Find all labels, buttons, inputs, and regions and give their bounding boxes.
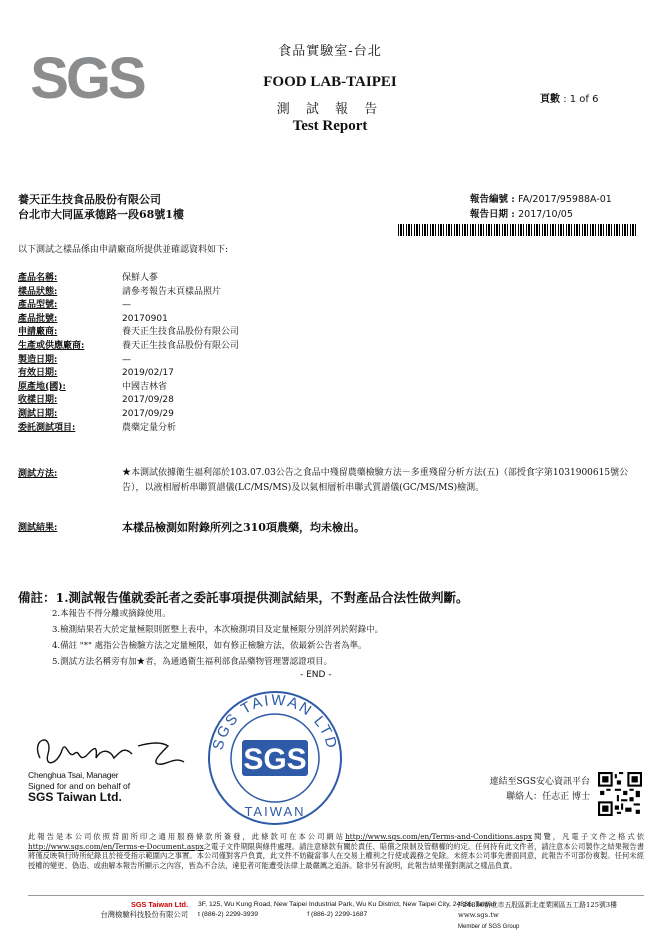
- note-3: 3.檢測結果若大於定量極限則匿整上表中，本次檢測項目及定量極限分別詳列於附錄中。: [52, 625, 384, 635]
- field-label: 製造日期:: [18, 354, 58, 365]
- field-value: 2017/09/28: [122, 395, 174, 406]
- field-value: —: [122, 354, 131, 365]
- member-note: Member of SGS Group: [458, 924, 520, 930]
- sgs-logo: [24, 46, 150, 108]
- legal-text: 此報告是本公司依照背面所印之通用服務條款所簽發，此條款可在本公司網站http://www.sgs.com/en/Terms-and-Conditions.aspx閱覽，凡電子文件之格式依http://www.sgs.com/en/Terms-e-Document.aspx之電子文件期限與條件處理。請注意條款有關於責任、賠償之限制及管轄權的約定。任何持有此文件者，請注意本公司製作之結果報告書將僅反映執行時所紀錄且於接受指示範圍內之事實。本公司僅對客戶負責，此文件不妨礙當事人在交易上權利之行使或義務之免除。未經本公司事先書面同意，此報告不可部份複製。任何未經授權的變更、偽造、或曲解本報告所顯示之內容，皆為不合法，違犯者可能遭受法律上最嚴厲之追訴。除非另有說明，此報告結果僅對測試之樣品負責。: [28, 832, 644, 870]
- field-value: 請參考報告末頁樣品照片: [122, 286, 222, 297]
- method-text: ★本測試依據衛生福利部於103.07.03公告之食品中殘留農藥檢驗方法－多重殘留分析方法(五)（部授食字第1031900615號公告），以液相層析串聯質譜儀(LC/MS/MS)及以氣相層析串聯式質譜儀(GC/MS/MS)檢測。: [122, 468, 629, 493]
- qr-info: [460, 775, 590, 805]
- qr-link-text: 連結至SGS安心資訊平台: [489, 777, 590, 787]
- intro-text: 以下測試之樣品係由申請廠商所提供並確認資料如下:: [18, 245, 229, 255]
- field-label: 測試日期:: [18, 409, 58, 419]
- field-label: 樣品狀態:: [18, 286, 58, 297]
- field-value: —: [122, 300, 131, 311]
- svg-text:SGS: SGS: [243, 743, 307, 776]
- signer-company: SGS Taiwan Ltd.: [28, 790, 122, 804]
- note-2: 2.本報告不得分離或摘錄使用。: [52, 609, 171, 619]
- footer-tel: t (886-2) 2299-3939: [198, 911, 259, 918]
- report-title-zh: 測 試 報 告: [276, 102, 384, 117]
- lab-name-zh: 食品實驗室-台北: [278, 44, 382, 59]
- field-label: 有效日期:: [18, 368, 58, 379]
- barcode: [398, 224, 636, 236]
- result-label: 測試結果:: [18, 523, 58, 533]
- report-info: 報告編號 : FA/2017/95988A-01 報告日期 : 2017/10/05: [470, 194, 612, 220]
- company-stamp: [200, 688, 350, 826]
- field-label: 申請廠商:: [18, 327, 58, 338]
- field-label: 產品型號:: [18, 300, 58, 311]
- field-label: 生產或供應廠商:: [18, 341, 85, 351]
- field-label: 產品批號:: [18, 313, 58, 324]
- notes: [18, 588, 648, 670]
- footer-website[interactable]: www.sgs.tw: [458, 911, 499, 919]
- note-1: 備註：1.測試報告僅就委託者之委託事項提供測試結果，不對產品合法性做判斷。: [18, 590, 469, 605]
- footer-company: SGS Taiwan Ltd. 台灣檢驗科技股份有限公司: [100, 900, 188, 919]
- signature: [28, 728, 208, 776]
- result-text: 本樣品檢測如附錄所列之310項農藥，均未檢出。: [122, 521, 365, 534]
- field-label: 產品名稱:: [18, 273, 58, 283]
- signed-for: Signed for and on behalf of: [28, 781, 131, 791]
- qr-contact: 聯絡人：任志正 博士: [506, 792, 590, 802]
- field-value: 2019/02/17: [122, 368, 174, 379]
- field-label: 收樣日期:: [18, 395, 58, 406]
- end-marker: - END -: [300, 670, 332, 680]
- field-value: 農藥定量分析: [122, 422, 177, 433]
- terms-link[interactable]: http://www.sgs.com/en/Terms-and-Conditions.aspx: [345, 832, 533, 841]
- client-address: 台北市大同區承德路一段68號1樓: [18, 208, 184, 221]
- svg-text:SGS TAIWAN LTD: SGS TAIWAN LTD: [209, 691, 341, 752]
- method-label: 測試方法:: [18, 469, 58, 479]
- field-value: 保鮮人蔘: [122, 273, 159, 283]
- field-value: 養天正生技食品股份有限公司: [122, 327, 240, 338]
- field-value: 中國吉林省: [122, 381, 168, 392]
- footer-address-zh: / 24886新北市五股區新北產業園區五工路125號3樓 www.sgs.tw: [458, 901, 617, 919]
- note-5: 5.測試方法名稱旁有加★者，為通過衛生福利部食品藥物管理署認證項目。: [52, 657, 333, 667]
- report-title-en: Test Report: [292, 118, 368, 134]
- footer-fax: f (886-2) 2299-1687: [307, 911, 368, 918]
- footer-address: 3F, 125, Wu Kung Road, New Taipei Industrial Park, Wu Ku District, New Taipei City, 24886, Taiwan t (886-2) 2299-3939 f (886-2) 2299-1687: [198, 901, 497, 918]
- e-document-link[interactable]: http://www.sgs.com/en/Terms-e-Document.aspx: [28, 841, 204, 851]
- footer-divider: [28, 895, 644, 896]
- client-block: [18, 192, 184, 222]
- field-value: 20170901: [122, 313, 168, 324]
- svg-text:TAIWAN: TAIWAN: [244, 804, 306, 819]
- signer-name: Chenghua Tsai, Manager: [28, 770, 119, 780]
- field-label: 委託測試項目:: [18, 422, 76, 433]
- report-number: FA/2017/95988A-01: [518, 194, 612, 205]
- lab-name-en: FOOD LAB-TAIPEI: [263, 74, 397, 90]
- qr-code[interactable]: [598, 772, 642, 816]
- signer-block: [28, 770, 130, 803]
- note-4: 4.備註 "*" 處指公告檢驗方法之定量極限，如有修正檢驗方法，依最新公告者為準。: [52, 641, 367, 651]
- field-value: 2017/09/29: [122, 409, 174, 419]
- svg-text:SGS: SGS: [30, 46, 144, 108]
- field-label: 原產地(國):: [18, 381, 66, 392]
- client-name: 養天正生技食品股份有限公司: [18, 193, 161, 206]
- field-value: 養天正生技食品股份有限公司: [122, 341, 240, 351]
- page-number: 頁數 : 1 of 6: [540, 94, 599, 105]
- report-date: 2017/10/05: [518, 209, 573, 220]
